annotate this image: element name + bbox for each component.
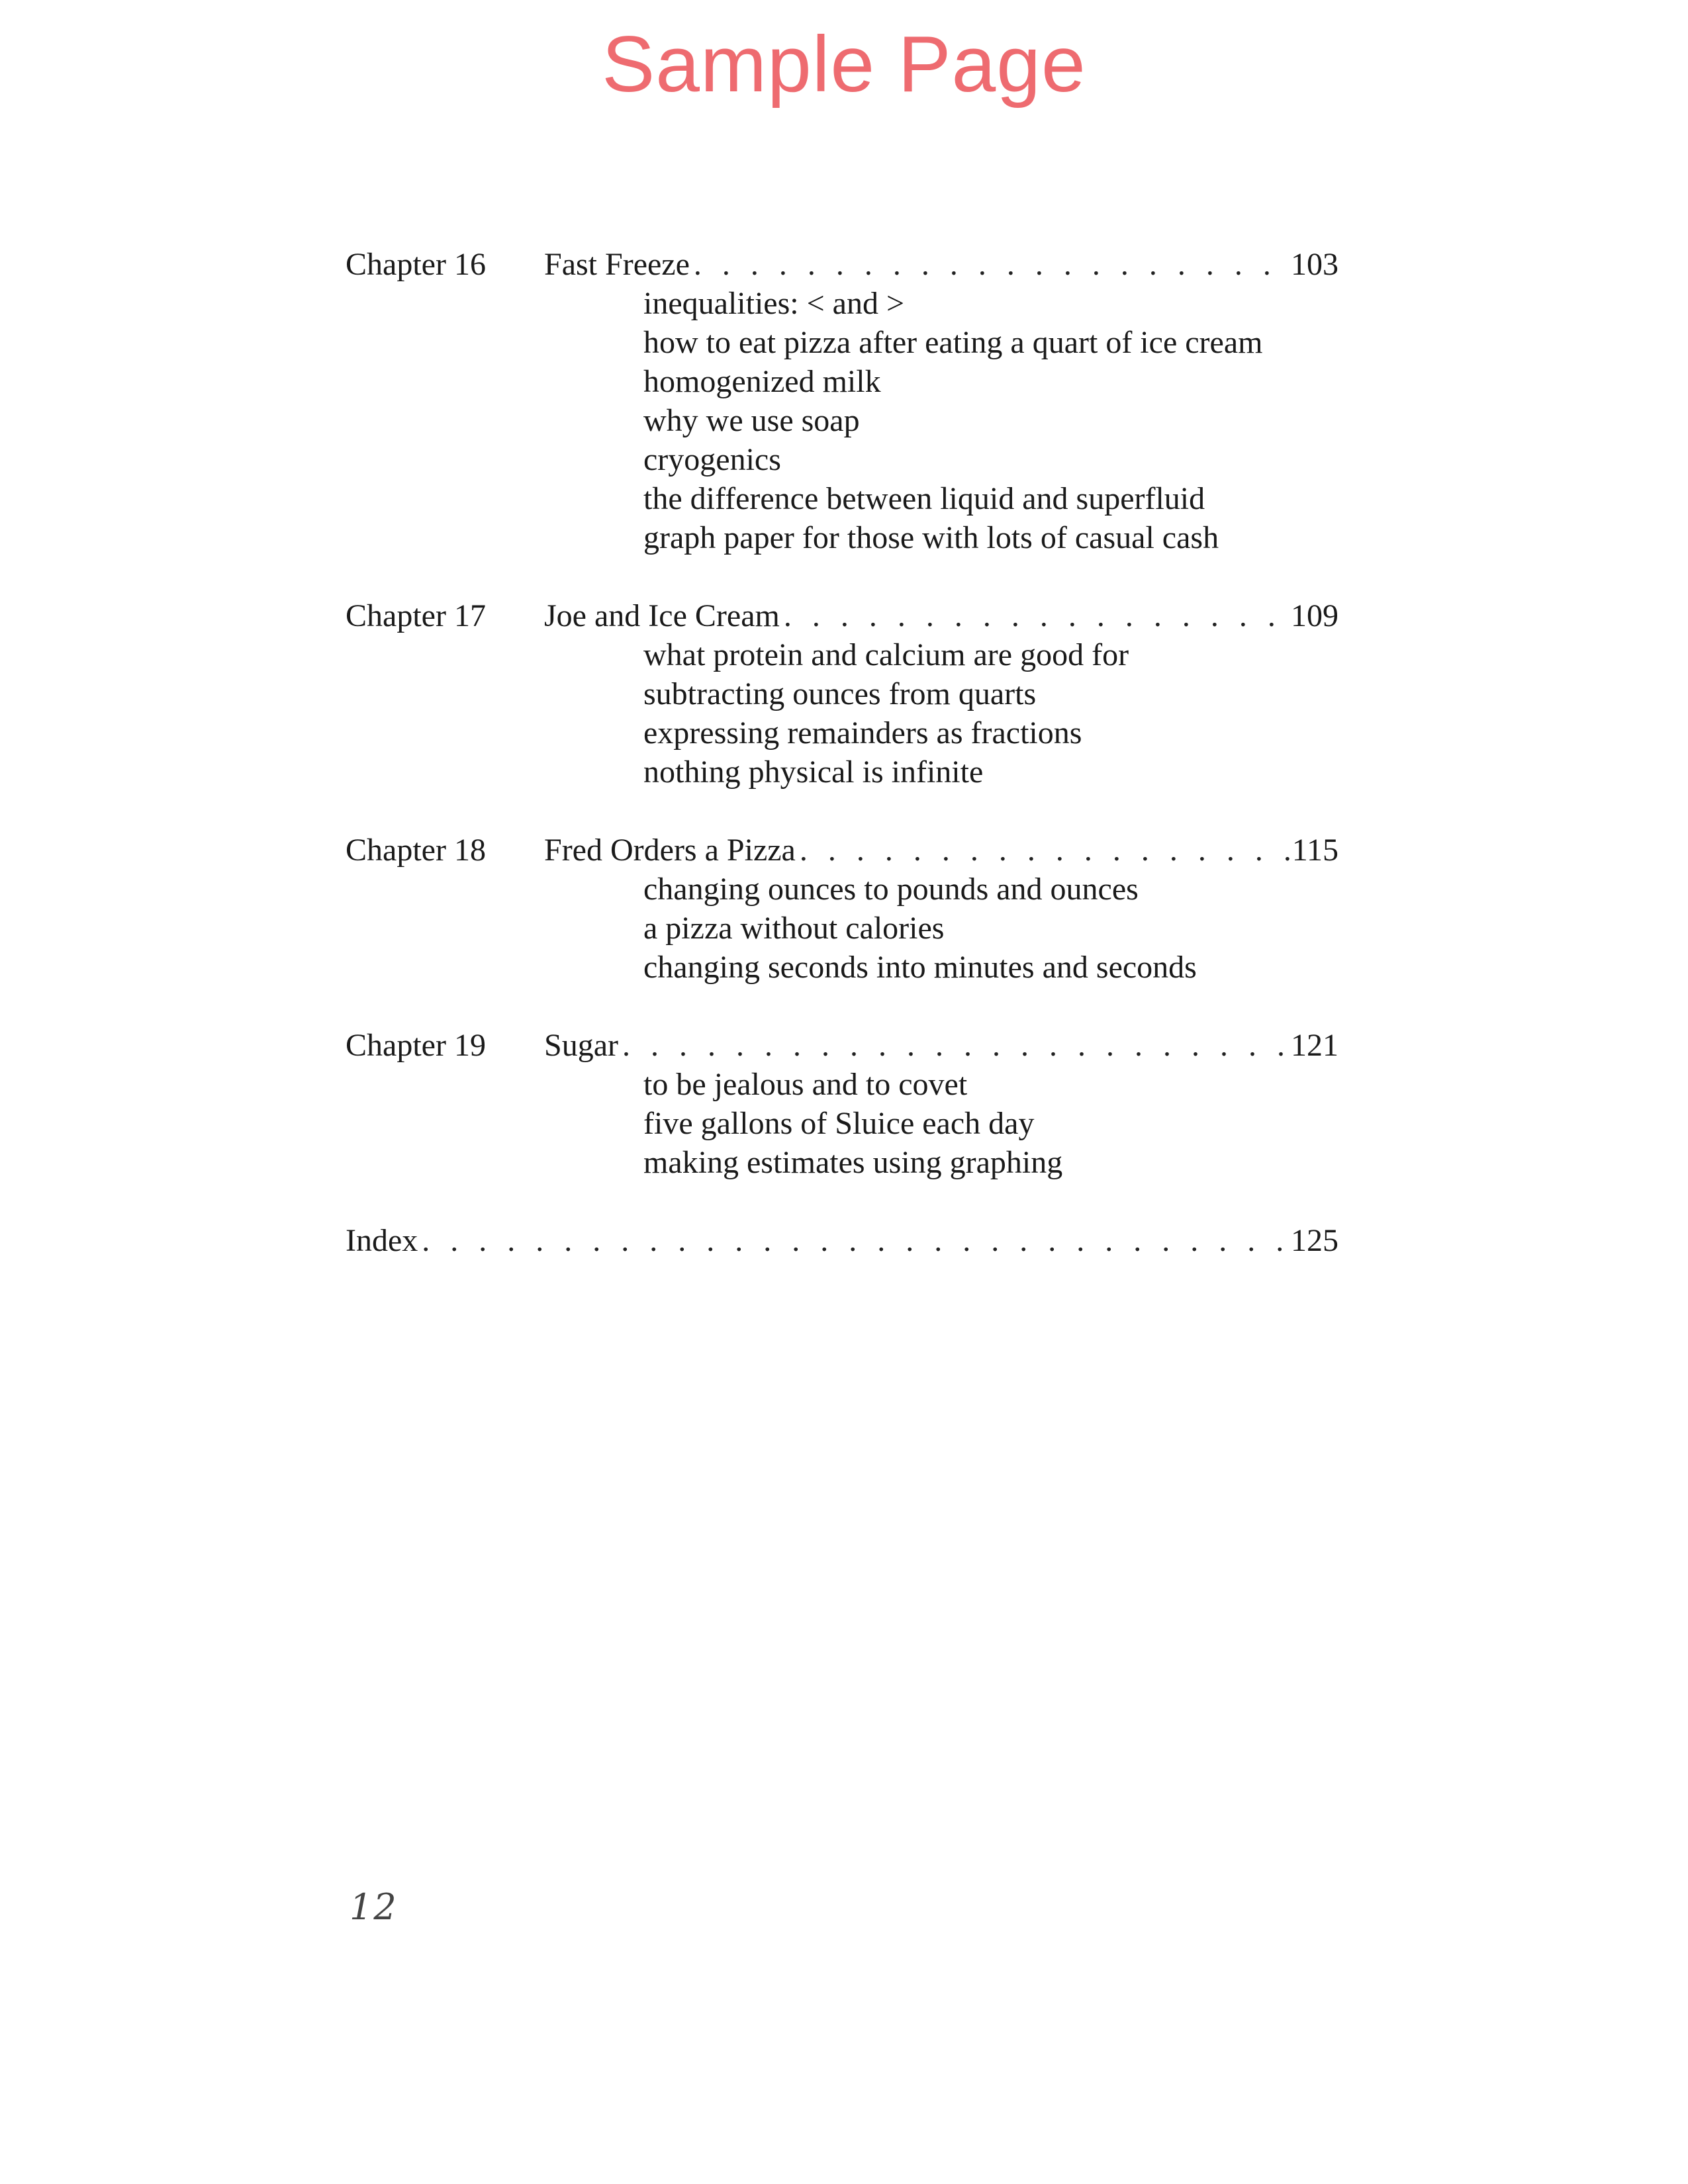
topic-item: a pizza without calories: [643, 911, 945, 946]
chapter-label: Chapter 16: [346, 247, 486, 282]
chapter-title: Fred Orders a Pizza: [544, 833, 796, 868]
chapter-label: Chapter 19: [346, 1028, 486, 1063]
topic-item: expressing remainders as fractions: [643, 715, 1082, 751]
topic-item: cryogenics: [643, 442, 781, 477]
topic-item: nothing physical is infinite: [643, 754, 984, 790]
toc-entry[interactable]: [346, 1026, 1338, 1065]
table-of-contents: [346, 245, 1338, 1260]
page-number: 121: [1291, 1028, 1338, 1063]
topic-item: how to eat pizza after eating a quart of ice cream: [643, 325, 1263, 360]
dot-leader: [796, 831, 1292, 870]
topic-item: what protein and calcium are good for: [643, 637, 1129, 672]
page-number: 109: [1291, 598, 1338, 633]
topic-item: inequalities: < and >: [643, 286, 905, 321]
topic-item: changing seconds into minutes and seconds: [643, 950, 1197, 985]
page-number: 125: [1291, 1223, 1338, 1258]
title-leader-row: [544, 596, 1338, 635]
page-number: 103: [1291, 247, 1338, 282]
title-leader-row: [544, 831, 1338, 870]
topic-item: to be jealous and to covet: [643, 1067, 968, 1102]
topic-list: [346, 870, 1338, 987]
topic-item: changing ounces to pounds and ounces: [643, 872, 1139, 907]
toc-entry[interactable]: [346, 245, 1338, 284]
topic-item: homogenized milk: [643, 364, 881, 399]
toc-entry-index[interactable]: [346, 1221, 1338, 1260]
toc-chapter-18: [346, 831, 1338, 987]
chapter-label: Chapter 18: [346, 833, 486, 868]
topic-item: why we use soap: [643, 403, 860, 438]
chapter-label: Chapter 17: [346, 598, 486, 633]
chapter-title: Sugar: [544, 1028, 618, 1063]
chapter-title: Joe and Ice Cream: [544, 598, 780, 633]
toc-chapter-17: [346, 596, 1338, 792]
page-number: 115: [1291, 833, 1338, 868]
topic-list: [346, 284, 1338, 557]
toc-entry[interactable]: [346, 596, 1338, 635]
title-leader-row: [544, 245, 1338, 284]
topic-item: the difference between liquid and superfluid: [643, 481, 1205, 516]
page-folio: 12: [350, 1886, 398, 1928]
topic-item: graph paper for those with lots of casual cash: [643, 520, 1219, 555]
topic-item: five gallons of Sluice each day: [643, 1106, 1035, 1141]
title-leader-row: [544, 1026, 1338, 1065]
dot-leader: [618, 1026, 1291, 1065]
chapter-title: Fast Freeze: [544, 247, 690, 282]
toc-chapter-19: [346, 1026, 1338, 1182]
index-title: Index: [346, 1223, 418, 1258]
toc-entry[interactable]: [346, 831, 1338, 870]
dot-leader: [780, 596, 1291, 635]
dot-leader: [690, 245, 1291, 284]
topic-list: [346, 1065, 1338, 1182]
toc-chapter-16: [346, 245, 1338, 557]
index-leader-row: [346, 1221, 1338, 1260]
topic-item: subtracting ounces from quarts: [643, 676, 1037, 711]
dot-leader: [418, 1221, 1291, 1260]
topic-list: [346, 635, 1338, 792]
sample-page-watermark: Sample Page: [602, 20, 1086, 109]
topic-item: making estimates using graphing: [643, 1145, 1063, 1180]
